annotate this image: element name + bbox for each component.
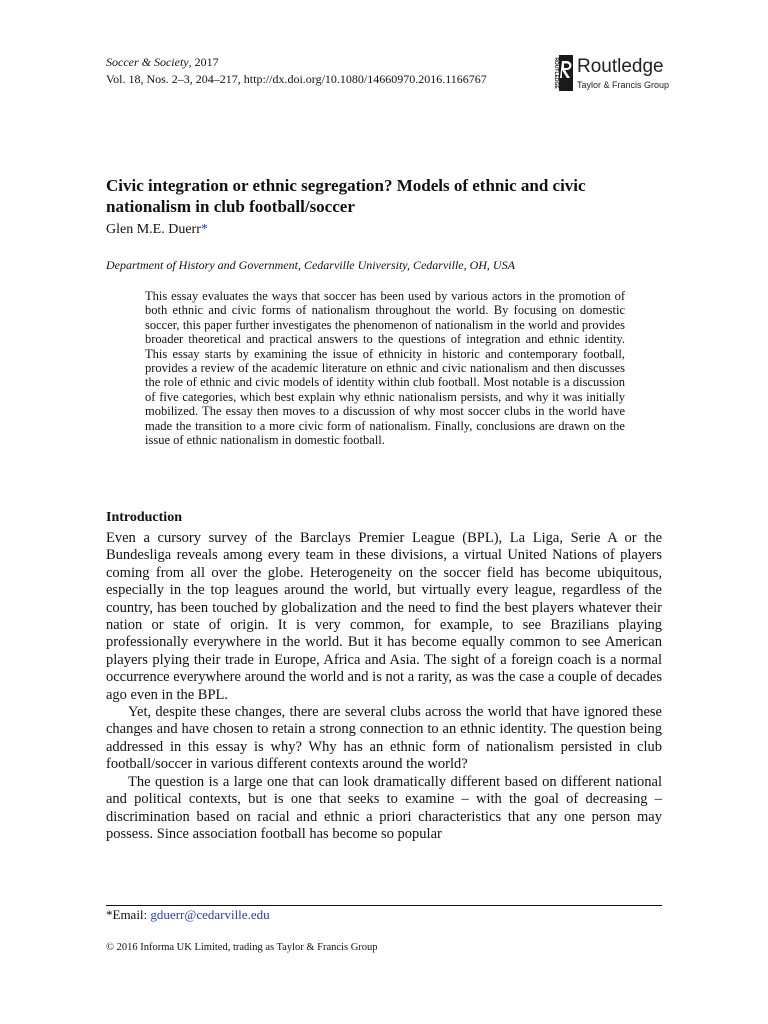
footnote — [106, 907, 270, 923]
author-line — [106, 222, 208, 238]
publisher-logo — [547, 55, 677, 95]
body-paragraph: Yet, despite these changes, there are several clubs across the world that have ignored these changes and have chosen to retain a strong connection to an ethnic identity. The question being addressed in this essay is why? Why has an ethnic form of nationalism persisted in club football/soccer in various different contexts around the world? — [106, 704, 662, 773]
author-affiliation: Department of History and Government, Cedarville University, Cedarville, OH, USA — [106, 258, 515, 272]
footnote-divider — [106, 905, 662, 906]
journal-name: Soccer & Society — [106, 55, 189, 69]
journal-title-line — [106, 54, 487, 71]
body-paragraph: Even a cursory survey of the Barclays Premier League (BPL), La Liga, Serie A or the Bundesliga reveals among every team in these divisions, a virtual United Nations of players coming from all over the globe. Heterogeneity on the soccer field has become ubiquitous, especially in the top leagues around the world, but virtually every league, regardless of the country, has been touched by globalization and the need to find the best players whatever their nation or state of origin. It is very common, for example, to see Brazilians playing professionally everywhere in the world. But it has become equally common to see American players plying their trade in Europe, Africa and Asia. The sight of a foreign coach is a normal occurrence everywhere around the world and is not a rarity, as was the case a couple of decades ago even in the BPL. — [106, 530, 662, 703]
article-title: Civic integration or ethnic segregation? Models of ethnic and civic nationalism in club football/soccer — [106, 176, 586, 216]
footnote-label: *Email: — [106, 907, 151, 922]
publisher-group: Taylor & Francis Group — [577, 80, 670, 90]
publisher-name: Routledge — [577, 56, 664, 77]
abstract: This essay evaluates the ways that soccer has been used by various actors in the promotion of both ethnic and civic forms of nationalism throughout the world. By focusing on domestic soccer, this paper further investigates the phenomenon of nationalism in the world and provides broader theoretical and practical answers to the questions of integration and ethnic identity. This essay starts by examining the issue of ethnicity in historic and contemporary football, provides a review of the academic literature on ethnic and civic nationalism and then discusses the role of ethnic and civic models of identity within club football. Most notable is a discussion of five categories, which best explain why ethnic nationalism persists, and why it was initially mobilized. The essay then moves to a discussion of why most soccer clubs in the world have made the transition to a more civic form of nationalism. Finally, conclusions are drawn on the issue of ethnic nationalism in domestic football. — [145, 289, 625, 448]
body-text — [106, 530, 662, 843]
body-paragraph: The question is a large one that can look dramatically different based on different national and political contexts, but is one that seeks to examine – with the goal of decreasing – discrimination based on racial and ethnic a priori characteristics that any one person may possess. Since association football has become so popular — [106, 773, 662, 842]
journal-citation: Vol. 18, Nos. 2–3, 204–217, http://dx.doi.org/10.1080/14660970.2016.1166767 — [106, 72, 487, 86]
email-link[interactable]: gduerr@cedarville.edu — [150, 907, 270, 922]
journal-year: , 2017 — [188, 55, 219, 69]
journal-header — [106, 54, 487, 88]
author-name: Glen M.E. Duerr — [106, 222, 201, 237]
logo-vertical-text: ROUTLEDGE — [553, 57, 559, 89]
copyright-notice: © 2016 Informa UK Limited, trading as Taylor & Francis Group — [106, 942, 378, 953]
routledge-logo-icon — [547, 55, 573, 91]
author-footnote-link[interactable]: * — [200, 222, 208, 237]
section-heading-introduction: Introduction — [106, 510, 182, 525]
